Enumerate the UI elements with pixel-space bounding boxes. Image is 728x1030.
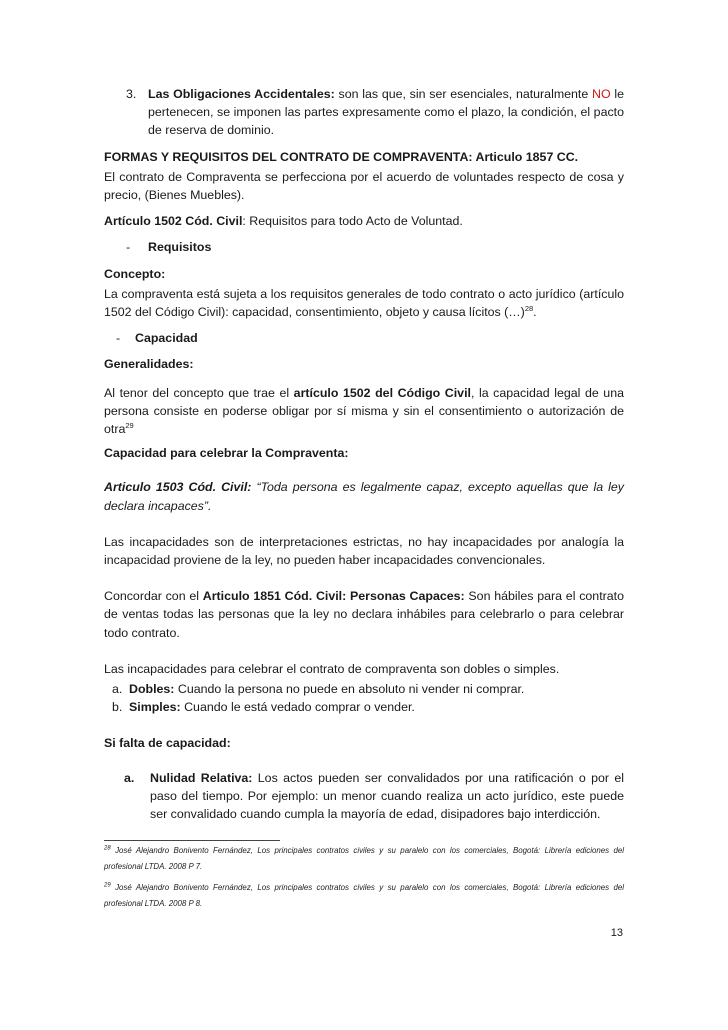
page-number: 13 bbox=[610, 927, 623, 939]
footnote-29: $^{29}$ José Alejandro Bonivento Fernández, Los principales contratos civiles y su paralelo con los comerciales, Bogotá: Librería ediciones del profesional LTDA. 2008 P 8. bbox=[104, 882, 624, 908]
concepto-heading: Concepto: bbox=[104, 266, 166, 281]
capacidad-compraventa-heading: Capacidad para celebrar la Compraventa: bbox=[104, 446, 349, 461]
document-page bbox=[104, 85, 624, 823]
footnote-ref-28: 28 bbox=[524, 303, 534, 313]
concepto-paragraph: La compraventa está sujeta a los requisitos generales de todo contrato o acto jurídico (artículo 1502 del Código Civil): capacidad, consentimiento, objeto y causa lícitos (…)$^{28}$. bbox=[104, 286, 624, 320]
capacidad-item: - Capacidad bbox=[116, 329, 624, 347]
highlight-no: NO bbox=[592, 87, 611, 101]
list-item-nulidad-relativa: a. Nulidad Relativa: Los actos pueden ser convalidados por una ratificación o por el paso del tiempo. Por ejemplo: un menor cuando realiza un acto jurídico, este puede ser convalidado cuando cumpla la mayoría de edad, disipadores bajo interdicción. bbox=[124, 770, 624, 822]
concordar-paragraph: Concordar con el Articulo 1851 Cód. Civil: Personas Capaces: Son hábiles para el contrato de ventas todas las personas que la ley no declara inhábiles para celebrarlo o para celebrar todo contrato. bbox=[104, 589, 624, 640]
footnote-28: $^{28}$ José Alejandro Bonivento Fernández, Los principales contratos civiles y su paralelo con los comerciales, Bogotá: Librería ediciones del profesional LTDA. 2008 P 7. bbox=[104, 845, 624, 871]
list-item-dobles: a. Dobles: Cuando la persona no puede en absoluto ni vender ni comprar. bbox=[112, 682, 525, 697]
dobles-simples-intro: Las incapacidades para celebrar el contrato de compraventa son dobles o simples. bbox=[104, 661, 560, 676]
generalidades-heading: Generalidades: bbox=[104, 357, 194, 372]
formas-paragraph: El contrato de Compraventa se perfecciona por el acuerdo de voluntades respecto de cosa y precio, (Bienes Muebles). bbox=[104, 169, 624, 203]
requisitos-label: Requisitos bbox=[148, 240, 212, 255]
item-number: 3. bbox=[126, 87, 137, 101]
footnote-divider bbox=[104, 840, 280, 841]
si-falta-heading: Si falta de capacidad: bbox=[104, 736, 231, 751]
generalidades-paragraph: Al tenor del concepto que trae el artículo 1502 del Código Civil, la capacidad legal de una persona consiste en poderse obligar por sí misma y sin el consentimiento o autorización de otra$^{29}$ bbox=[104, 385, 624, 437]
art-1503-quote: Articulo 1503 Cód. Civil: “Toda persona es legalmente capaz, excepto aquellas que la ley declara incapaces”. bbox=[104, 480, 624, 513]
item-3-obligaciones-accidentales: 3. Las Obligaciones Accidentales: son las que, sin ser esenciales, naturalmente NO le pertenecen, se imponen las partes expresamente como el plazo, la condición, el pacto de reserva de dominio. bbox=[126, 85, 624, 140]
formas-heading: FORMAS Y REQUISITOS DEL CONTRATO DE COMPRAVENTA: Articulo 1857 CC. bbox=[104, 149, 579, 164]
requisitos-item: - Requisitos bbox=[126, 238, 624, 256]
item-title: Las Obligaciones Accidentales: bbox=[148, 87, 335, 101]
incapacidades-paragraph: Las incapacidades son de interpretaciones estrictas, no hay incapacidades por analogía la incapacidad proviene de la ley, no pueden haber incapacidades convencionales. bbox=[104, 534, 624, 568]
list-item-simples: b. Simples: Cuando le está vedado comprar o vender. bbox=[112, 700, 415, 715]
capacidad-label: Capacidad bbox=[135, 331, 198, 346]
footnote-ref-29: 29 bbox=[125, 420, 134, 430]
art-1502-line: Artículo 1502 Cód. Civil: Requisitos para todo Acto de Voluntad. bbox=[104, 214, 463, 229]
